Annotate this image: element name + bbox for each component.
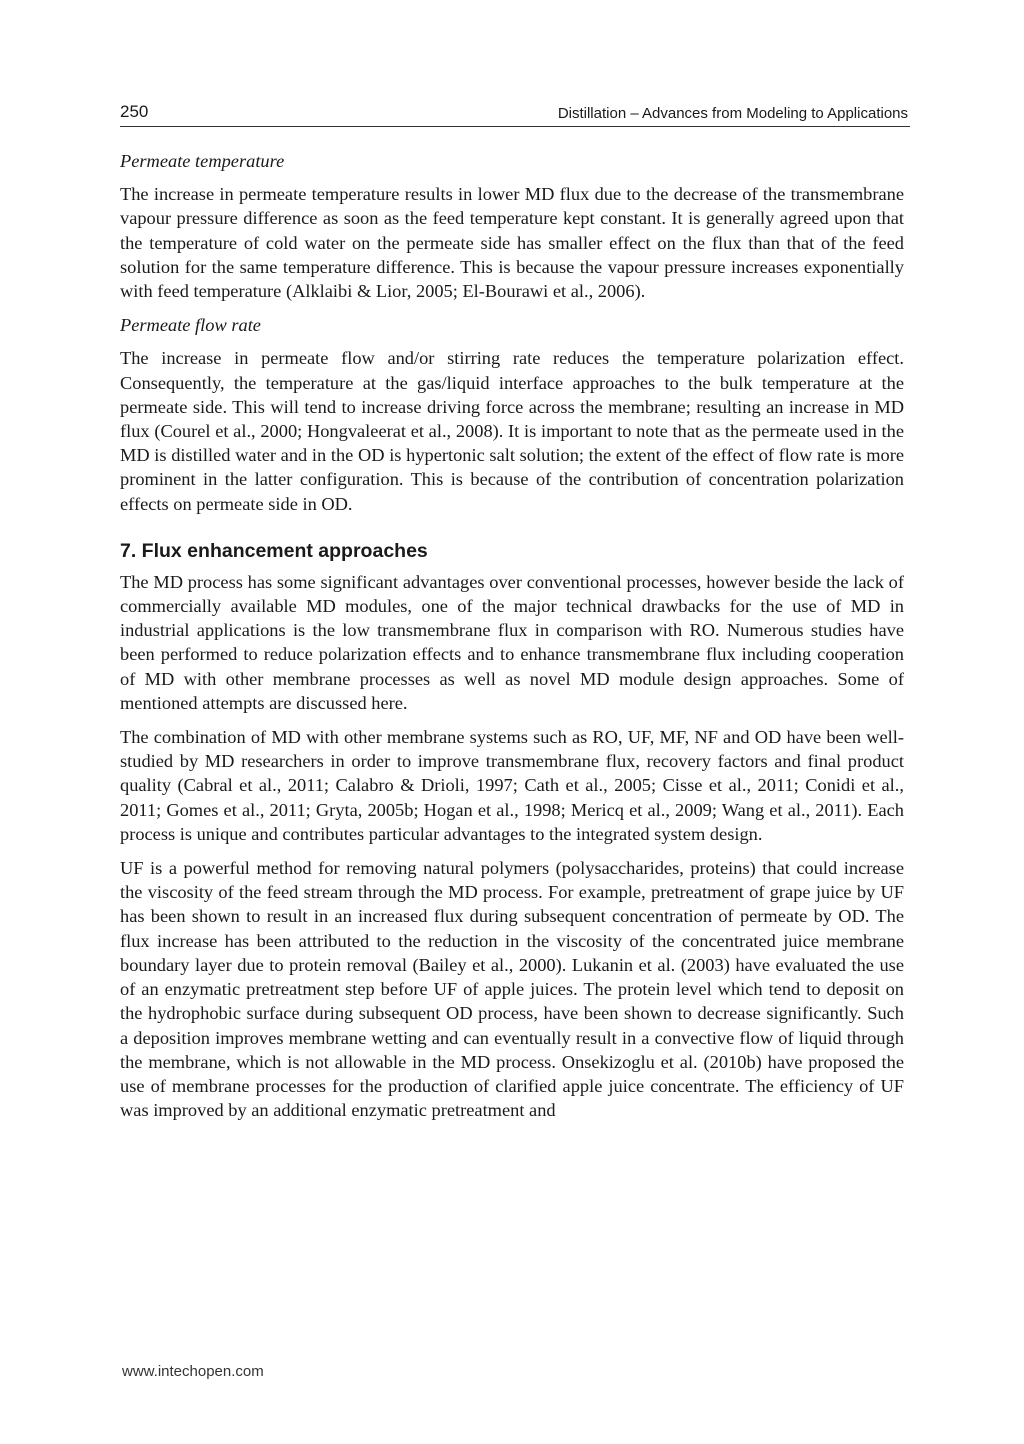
page-number: 250 [120, 102, 149, 121]
page-footer-url: www.intechopen.com [122, 1363, 264, 1380]
subsection-heading-permeate-flow-rate: Permeate flow rate [120, 315, 261, 336]
paragraph-flux-enhancement-1: The MD process has some significant advantages over conventional processes, however beside the lack of commercially available MD modules, one of the major technical drawbacks for the use of MD in industrial applications is the low transmembrane flux in comparison with RO. Numerous studies have been performed to reduce polarization effects and to enhance transmembrane flux including cooperation of MD with other membrane processes as well as novel MD module design approaches. Some of mentioned attempts are discussed here. [120, 571, 904, 713]
running-title: Distillation – Advances from Modeling to Applications [557, 105, 908, 122]
paragraph-permeate-temperature: The increase in permeate temperature results in lower MD flux due to the decrease of the transmembrane vapour pressure difference as soon as the feed temperature kept constant. It is generally agreed upon that the temperature of cold water on the permeate side has smaller effect on the flux than that of the feed solution for the same temperature difference. This is because the vapour pressure increases exponentially with feed temperature (Alklaibi & Lior, 2005; El-Bourawi et al., 2006). [120, 184, 904, 302]
section-heading-flux-enhancement: 7. Flux enhancement approaches [120, 539, 428, 562]
paragraph-permeate-flow-rate: The increase in permeate flow and/or stirring rate reduces the temperature polarization effect. Consequently, the temperature at the gas/liquid interface approaches to the bulk temperature at the permeate side. This will tend to increase driving force across the membrane; resulting an increase in MD flux (Courel et al., 2000; Hongvaleerat et al., 2008). It is important to note that as the permeate used in the MD is distilled water and in the OD is hypertonic salt solution; the extent of the effect of flow rate is more prominent in the latter configuration. This is because of the contribution of concentration polarization effects on permeate side in OD. [120, 348, 904, 514]
subsection-heading-permeate-temperature: Permeate temperature [120, 151, 285, 171]
page-content [120, 149, 904, 1132]
paragraph-flux-enhancement-2: The combination of MD with other membrane systems such as RO, UF, MF, NF and OD have been well-studied by MD researchers in order to improve transmembrane flux, recovery factors and final product quality (Cabral et al., 2011; Calabro & Drioli, 1997; Cath et al., 2005; Cisse et al., 2011; Conidi et al., 2011; Gomes et al., 2011; Gryta, 2005b; Hogan et al., 1998; Mericq et al., 2009; Wang et al., 2011). Each process is unique and contributes particular advantages to the integrated system design. [120, 727, 904, 844]
paragraph-flux-enhancement-3: UF is a powerful method for removing natural polymers (polysaccharides, proteins) that could increase the viscosity of the feed stream through the MD process. For example, pretreatment of grape juice by UF has been shown to result in an increased flux during subsequent concentration of permeate by OD. The flux increase has been attributed to the reduction in the viscosity of the concentrated juice membrane boundary layer due to protein removal (Bailey et al., 2000). Lukanin et al. (2003) have evaluated the use of an enzymatic pretreatment step before UF of apple juices. The protein level which tend to deposit on the hydrophobic surface during subsequent OD process, have been shown to decrease significantly. Such a deposition improves membrane wetting and can eventually result in a convective flow of liquid through the membrane, which is not allowable in the MD process. Onsekizoglu et al. (2010b) have proposed the use of membrane processes for the production of clarified apple juice concentrate. The efficiency of UF was improved by an additional enzymatic pretreatment and [120, 858, 904, 1121]
page-header [120, 102, 910, 127]
